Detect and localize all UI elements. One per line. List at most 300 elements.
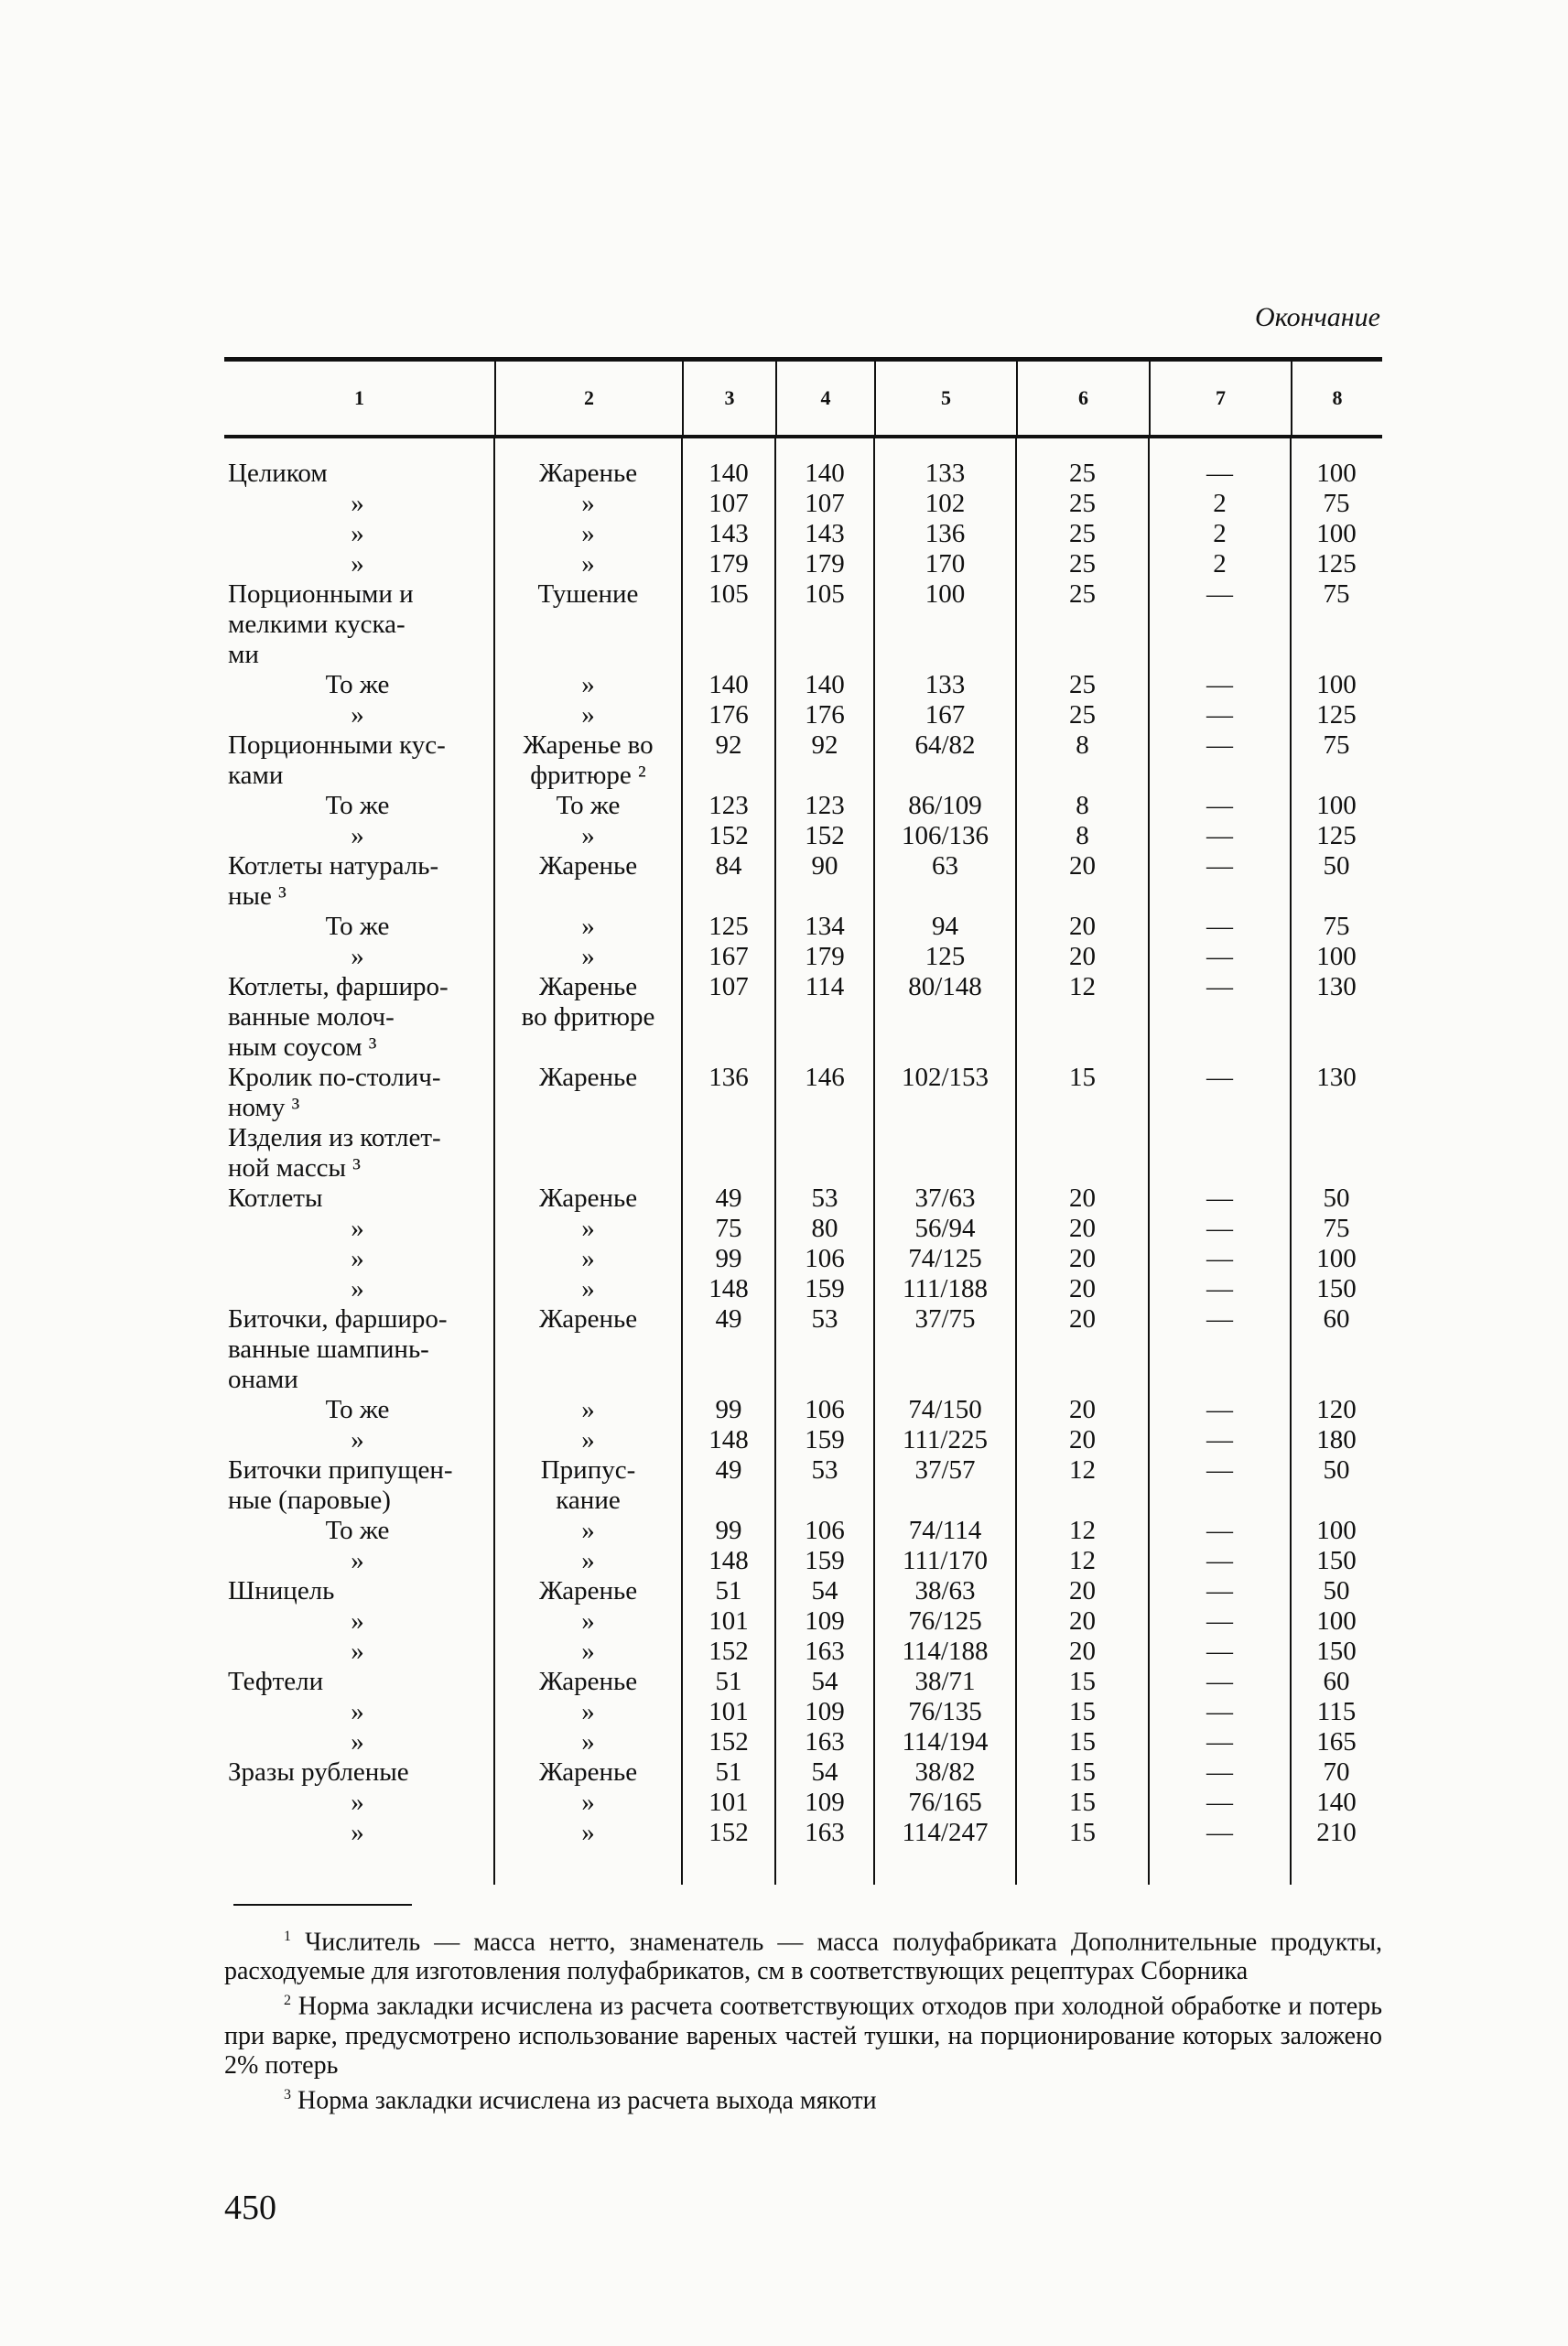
cell-c1: онами: [228, 1365, 298, 1394]
cell-c3: 99: [715, 1244, 742, 1273]
cell-c5: 100: [925, 579, 966, 609]
cell-c7: —: [1206, 1576, 1233, 1605]
table-row: [224, 730, 1382, 761]
cell-c7: —: [1206, 1516, 1233, 1545]
cell-c2: [494, 640, 682, 670]
cell-c6: 15: [1069, 1818, 1096, 1847]
footnotes: [224, 1922, 1382, 2115]
cell-c4: [775, 1335, 874, 1365]
cell-c3: 148: [708, 1425, 749, 1454]
table-row: [224, 1214, 1382, 1244]
cell-c6: [1016, 640, 1149, 670]
cell-c1: ванные молоч-: [228, 1002, 395, 1032]
cell-c6: [1016, 1335, 1149, 1365]
cell-c3: 148: [708, 1546, 749, 1575]
cell-c7: —: [1206, 851, 1233, 881]
table-header-row: [224, 362, 1382, 435]
cell-c1: Кролик по-столич-: [228, 1063, 441, 1092]
footnote-mark: 3: [284, 2086, 291, 2103]
table-row: [224, 519, 1382, 549]
cell-c6: 12: [1069, 1455, 1096, 1485]
cell-c1: Порционными кус-: [228, 730, 446, 760]
cell-c7: —: [1206, 1606, 1233, 1636]
cell-c1: То же: [325, 670, 390, 699]
cell-c1: »: [351, 1637, 364, 1666]
footnote-text: Норма закладки исчислена из расчета выхода мякоти: [297, 2085, 877, 2114]
cell-c4: 176: [805, 700, 845, 730]
cell-c2: »: [581, 1606, 595, 1636]
cell-c8: 125: [1316, 700, 1357, 730]
cell-c6: 12: [1069, 972, 1096, 1001]
cell-c4: [775, 761, 874, 791]
cell-c1: мелкими куска-: [228, 610, 406, 639]
cell-c3: 99: [715, 1395, 742, 1424]
cell-c7: 2: [1213, 519, 1227, 548]
cell-c8: [1291, 1002, 1382, 1032]
cell-c7: —: [1206, 1818, 1233, 1847]
cell-c1: »: [351, 1727, 364, 1757]
cell-c6: 15: [1069, 1788, 1096, 1817]
table-row: [224, 579, 1382, 610]
cell-c3: 99: [715, 1516, 742, 1545]
cell-c2: »: [581, 1697, 595, 1726]
cell-c6: [1016, 610, 1149, 640]
cell-c7: —: [1206, 730, 1233, 760]
cell-c7: [1149, 881, 1291, 912]
cell-c5: 74/125: [908, 1244, 982, 1273]
table-row: [224, 1093, 1382, 1123]
footnote-2: [224, 1986, 1382, 2080]
cell-c1: Тефтели: [228, 1667, 324, 1696]
cell-c3: 84: [715, 851, 742, 881]
cell-c5: 76/165: [908, 1788, 982, 1817]
cell-c4: 143: [805, 519, 845, 548]
cell-c3: [682, 761, 775, 791]
cell-c8: 140: [1316, 1788, 1357, 1817]
cell-c5: 63: [932, 851, 958, 881]
cell-c7: [1149, 1032, 1291, 1063]
cell-c5: 111/225: [903, 1425, 988, 1454]
cell-c6: [1016, 761, 1149, 791]
cell-c1: »: [351, 489, 364, 518]
cell-c8: 50: [1323, 1184, 1350, 1213]
table-row: [224, 821, 1382, 851]
cell-c5: 170: [925, 549, 966, 578]
cell-c1: »: [351, 1818, 364, 1847]
cell-c8: 100: [1316, 519, 1357, 548]
cell-c2: [494, 1365, 682, 1395]
column-header-8: 8: [1291, 362, 1382, 435]
cell-c4: 159: [805, 1274, 845, 1303]
cell-c6: 20: [1069, 1214, 1096, 1243]
cell-c6: [1016, 1093, 1149, 1123]
cell-c5: [874, 1365, 1016, 1395]
cell-c1: Биточки припущен-: [228, 1455, 453, 1485]
cell-c8: 100: [1316, 1244, 1357, 1273]
cell-c4: 114: [805, 972, 845, 1001]
cell-c2: [494, 1153, 682, 1184]
cell-c3: 75: [715, 1214, 742, 1243]
table-row: [224, 700, 1382, 730]
cell-c1: ной массы ³: [228, 1153, 361, 1183]
table-row: [224, 851, 1382, 881]
cell-c6: 20: [1069, 1274, 1096, 1303]
cell-c3: 148: [708, 1274, 749, 1303]
cell-c6: [1016, 1002, 1149, 1032]
cell-c2: [494, 1335, 682, 1365]
cell-c1: »: [351, 821, 364, 850]
cell-c7: [1149, 610, 1291, 640]
cell-c5: [874, 1486, 1016, 1516]
cell-c7: —: [1206, 1697, 1233, 1726]
cell-c3: 152: [708, 1727, 749, 1757]
cell-c7: —: [1206, 1757, 1233, 1787]
cell-c2: [494, 610, 682, 640]
cell-c5: 167: [925, 700, 966, 730]
cell-c1: То же: [325, 1516, 390, 1545]
cell-c2: »: [581, 1244, 595, 1273]
cell-c2: »: [581, 1546, 595, 1575]
cell-c6: 20: [1069, 912, 1096, 941]
cell-c3: 140: [708, 459, 749, 488]
cell-c7: —: [1206, 912, 1233, 941]
cell-c3: [682, 1335, 775, 1365]
cell-c2: »: [581, 912, 595, 941]
cell-c6: 20: [1069, 1606, 1096, 1636]
cell-c1: Биточки, фарширо-: [228, 1304, 448, 1334]
cell-c4: 109: [805, 1697, 845, 1726]
cell-c5: 76/135: [908, 1697, 982, 1726]
cell-c7: [1149, 1093, 1291, 1123]
cell-c3: 167: [708, 942, 749, 971]
cell-c4: [775, 1093, 874, 1123]
footnote-mark: 1: [284, 1929, 291, 1944]
cell-c7: —: [1206, 972, 1233, 1001]
cell-c1: ками: [228, 761, 284, 790]
cell-c4: 109: [805, 1606, 845, 1636]
cell-c2: »: [581, 1516, 595, 1545]
table-row: [224, 1697, 1382, 1727]
cell-c1: »: [351, 1697, 364, 1726]
cell-c5: 111/188: [903, 1274, 988, 1303]
cell-c2: »: [581, 670, 595, 699]
table-row: [224, 1365, 1382, 1395]
cell-c2: »: [581, 1788, 595, 1817]
cell-c8: 60: [1323, 1667, 1350, 1696]
cell-c5: 37/75: [914, 1304, 976, 1334]
cell-c3: 101: [708, 1697, 749, 1726]
table-row: [224, 1304, 1382, 1335]
cell-c8: 50: [1323, 1455, 1350, 1485]
cell-c4: 53: [811, 1184, 838, 1213]
cell-c6: 20: [1069, 1304, 1096, 1334]
cell-c6: 20: [1069, 1425, 1096, 1454]
cell-c6: 25: [1069, 489, 1096, 518]
cell-c1: ные ³: [228, 881, 287, 911]
cell-c4: 105: [805, 579, 845, 609]
cell-c4: 179: [805, 942, 845, 971]
cell-c3: 125: [708, 912, 749, 941]
cell-c8: 130: [1316, 1063, 1357, 1092]
cell-c7: [1149, 761, 1291, 791]
cell-c2: фритюре ²: [530, 761, 646, 790]
cell-c8: [1291, 640, 1382, 670]
cell-c2: Тушение: [537, 579, 639, 609]
cell-c5: [874, 1032, 1016, 1063]
cell-c2: во фритюре: [521, 1002, 655, 1032]
cell-c7: —: [1206, 791, 1233, 820]
cell-c3: 152: [708, 1818, 749, 1847]
cell-c2: »: [581, 1214, 595, 1243]
cell-c7: —: [1206, 700, 1233, 730]
table-row: [224, 1123, 1382, 1153]
cell-c5: 74/150: [908, 1395, 982, 1424]
cell-c8: 75: [1323, 912, 1350, 941]
cell-c1: Котлеты, фарширо-: [228, 972, 449, 1001]
cell-c4: [775, 1002, 874, 1032]
column-header-6: 6: [1016, 362, 1149, 435]
cell-c8: 50: [1323, 1576, 1350, 1605]
table-row: [224, 549, 1382, 579]
cell-c8: 100: [1316, 1516, 1357, 1545]
cell-c3: 101: [708, 1788, 749, 1817]
cell-c1: »: [351, 1274, 364, 1303]
table-row: [224, 640, 1382, 670]
table-body: [224, 438, 1382, 1885]
table-row: [224, 1063, 1382, 1093]
table-row: [224, 1184, 1382, 1214]
cell-c8: 60: [1323, 1304, 1350, 1334]
cell-c6: [1016, 1365, 1149, 1395]
cell-c8: [1291, 610, 1382, 640]
cell-c8: 150: [1316, 1546, 1357, 1575]
cell-c7: [1149, 1002, 1291, 1032]
table-row: [224, 610, 1382, 640]
cell-c6: 8: [1076, 821, 1089, 850]
table-row: [224, 912, 1382, 942]
cell-c1: То же: [325, 791, 390, 820]
cell-c6: 12: [1069, 1516, 1096, 1545]
table-row: [224, 972, 1382, 1002]
cell-c5: 102: [925, 489, 966, 518]
cell-c2: »: [581, 700, 595, 730]
cell-c6: 25: [1069, 459, 1096, 488]
cell-c5: [874, 761, 1016, 791]
table-row: [224, 1153, 1382, 1184]
cell-c6: 20: [1069, 1576, 1096, 1605]
cell-c3: 107: [708, 489, 749, 518]
cell-c5: 133: [925, 459, 966, 488]
cell-c5: [874, 1093, 1016, 1123]
cell-c3: 49: [715, 1184, 742, 1213]
cell-c2: »: [581, 1727, 595, 1757]
cell-c8: 100: [1316, 670, 1357, 699]
cell-c8: [1291, 881, 1382, 912]
cell-c6: 15: [1069, 1667, 1096, 1696]
cell-c7: —: [1206, 1304, 1233, 1334]
table-row: [224, 1516, 1382, 1546]
cell-c2: Жаренье: [538, 1757, 638, 1787]
cell-c1: То же: [325, 912, 390, 941]
cell-c6: 20: [1069, 851, 1096, 881]
cell-c1: ному ³: [228, 1093, 300, 1122]
cell-c7: —: [1206, 821, 1233, 850]
cell-c6: [1016, 881, 1149, 912]
cell-c4: 163: [805, 1818, 845, 1847]
cell-c6: 25: [1069, 670, 1096, 699]
table-row: [224, 459, 1382, 489]
cell-c7: [1149, 1365, 1291, 1395]
cell-c1: Котлеты натураль-: [228, 851, 439, 881]
cell-c3: [682, 1093, 775, 1123]
cell-c6: 8: [1076, 791, 1089, 820]
cell-c5: [874, 610, 1016, 640]
cell-c7: —: [1206, 1425, 1233, 1454]
cell-c2: [494, 1123, 682, 1153]
cell-c4: [775, 1153, 874, 1184]
cell-c2: кание: [556, 1486, 621, 1515]
cell-c6: 20: [1069, 1395, 1096, 1424]
cell-c7: —: [1206, 1244, 1233, 1273]
cell-c8: [1291, 1153, 1382, 1184]
cell-c7: [1149, 1123, 1291, 1153]
cell-c1: То же: [325, 1395, 390, 1424]
cell-c7: —: [1206, 1667, 1233, 1696]
column-header-1: 1: [354, 386, 364, 409]
cell-c5: 114/247: [902, 1818, 989, 1847]
cell-c3: [682, 1486, 775, 1516]
cell-c2: »: [581, 1637, 595, 1666]
cell-c5: [874, 1002, 1016, 1032]
table-row: [224, 670, 1382, 700]
cell-c1: Зразы рубленые: [228, 1757, 409, 1787]
table-row: [224, 881, 1382, 912]
cell-c1: ми: [228, 640, 259, 669]
cell-c2: Жаренье: [538, 1063, 638, 1092]
cell-c5: [874, 640, 1016, 670]
cell-c3: [682, 1153, 775, 1184]
cell-c7: [1149, 640, 1291, 670]
cell-c7: —: [1206, 1546, 1233, 1575]
table-row: [224, 1486, 1382, 1516]
footnote-text: Числитель — масса нетто, знаменатель — масса полуфабриката Дополнительные продукты, расходуемые для изготовления полуфабрикатов, см в соответствующих рецептурах Сборника: [224, 1928, 1383, 1986]
table-row: [224, 942, 1382, 972]
cell-c4: 159: [805, 1546, 845, 1575]
table-row: [224, 1757, 1382, 1788]
cell-c7: 2: [1213, 549, 1227, 578]
column-header-2: 2: [494, 362, 682, 435]
cell-c7: [1149, 1486, 1291, 1516]
cell-c7: —: [1206, 1184, 1233, 1213]
cell-c4: 159: [805, 1425, 845, 1454]
cell-c8: 180: [1316, 1425, 1357, 1454]
cell-c6: 20: [1069, 942, 1096, 971]
cell-c8: 210: [1316, 1818, 1357, 1847]
cell-c3: 105: [708, 579, 749, 609]
table-row: [224, 1274, 1382, 1304]
column-header-4: 4: [775, 362, 874, 435]
cell-c2: То же: [556, 791, 621, 820]
cell-c8: 120: [1316, 1395, 1357, 1424]
cell-c8: 70: [1323, 1757, 1350, 1787]
cell-c5: 114/194: [902, 1727, 989, 1757]
table-row: [224, 1637, 1382, 1667]
cell-c2: »: [581, 519, 595, 548]
cell-c4: 53: [811, 1455, 838, 1485]
cell-c8: [1291, 761, 1382, 791]
cell-c4: [775, 881, 874, 912]
cell-c3: 152: [708, 821, 749, 850]
cell-c3: 143: [708, 519, 749, 548]
cell-c4: 80: [811, 1214, 838, 1243]
cell-c1: ным соусом ³: [228, 1032, 377, 1062]
cell-c3: 51: [715, 1757, 742, 1787]
cell-c4: 134: [805, 912, 845, 941]
cell-c6: 15: [1069, 1063, 1096, 1092]
cell-c5: 76/125: [908, 1606, 982, 1636]
cell-c6: [1016, 1153, 1149, 1184]
cell-c6: 25: [1069, 700, 1096, 730]
cell-c7: —: [1206, 1214, 1233, 1243]
table-row: [224, 1546, 1382, 1576]
table-row: [224, 1606, 1382, 1637]
cell-c4: 140: [805, 670, 845, 699]
cell-c6: 20: [1069, 1244, 1096, 1273]
cell-c4: 146: [805, 1063, 845, 1092]
cell-c3: 140: [708, 670, 749, 699]
table-row: [224, 791, 1382, 821]
cell-c8: 115: [1316, 1697, 1357, 1726]
cell-c8: 75: [1323, 1214, 1350, 1243]
cell-c4: 54: [811, 1667, 838, 1696]
cell-c6: 15: [1069, 1697, 1096, 1726]
table-row: [224, 1455, 1382, 1486]
cell-c3: [682, 640, 775, 670]
cell-c2: Жаренье во: [523, 730, 654, 760]
cell-c1: Шницель: [228, 1576, 335, 1605]
cell-c1: »: [351, 1606, 364, 1636]
cell-c8: [1291, 1365, 1382, 1395]
cell-c8: 125: [1316, 549, 1357, 578]
cell-c8: 75: [1323, 579, 1350, 609]
cell-c5: 38/63: [914, 1576, 976, 1605]
page-number: 450: [224, 2189, 276, 2227]
cell-c5: 56/94: [914, 1214, 976, 1243]
cell-c1: »: [351, 1214, 364, 1243]
table-row: [224, 1395, 1382, 1425]
cell-c5: 74/114: [908, 1516, 982, 1545]
table-row: [224, 1002, 1382, 1032]
cell-c5: 38/82: [914, 1757, 976, 1787]
cell-c3: 51: [715, 1576, 742, 1605]
cell-c8: [1291, 1123, 1382, 1153]
cell-c4: [775, 1365, 874, 1395]
cell-c5: 80/148: [908, 972, 982, 1001]
cell-c2: Жаренье: [538, 851, 638, 881]
cell-c1: »: [351, 1244, 364, 1273]
cell-c8: [1291, 1032, 1382, 1063]
cell-c3: 49: [715, 1304, 742, 1334]
cell-c5: 136: [925, 519, 966, 548]
cell-c7: —: [1206, 1395, 1233, 1424]
cell-c3: 136: [708, 1063, 749, 1092]
cell-c6: 12: [1069, 1546, 1096, 1575]
cell-c4: 53: [811, 1304, 838, 1334]
cell-c8: 75: [1323, 730, 1350, 760]
cell-c7: —: [1206, 1637, 1233, 1666]
cell-c2: Жаренье: [538, 1304, 638, 1334]
cell-c4: 54: [811, 1757, 838, 1787]
